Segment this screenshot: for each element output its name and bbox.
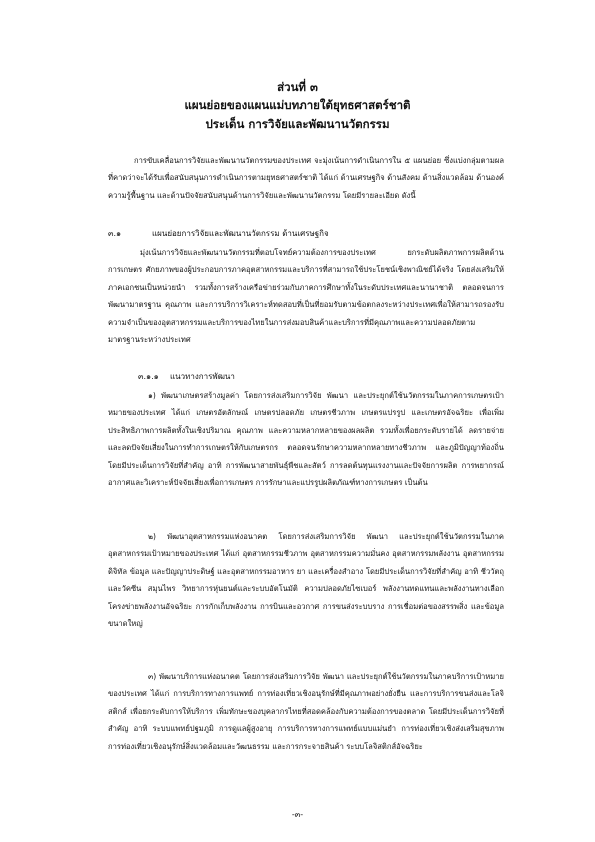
section-heading	[108, 228, 508, 240]
subsection-heading	[138, 371, 538, 383]
intro-paragraph: การขับเคลื่อนการวิจัยและพัฒนานวัตกรรมของประเทศ จะมุ่งเน้นการดำเนินการใน ๕ แผนย่อย ซึ่งแบ่งกลุ่มตามผลที่คาดว่าจะได้รับเพื่อสนับสนุนการดำเนินการตามยุทธศาสตร์ชาติ ได้แก่ ด้านเศรษฐกิจ ด้านสังคม ด้านสิ่งแวดล้อม ด้านองค์ความรู้พื้นฐาน และด้านปัจจัยสนับสนุนด้านการวิจัยและพัฒนานวัตกรรม โดยมีรายละเอียด ดังนี้	[108, 156, 504, 200]
section-number: ๓.๑	[108, 229, 122, 238]
issue-title: ประเด็น การวิจัยและพัฒนานวัตกรรม	[205, 117, 390, 131]
subsection-title: แนวทางการพัฒนา	[170, 372, 235, 381]
development-item-3: ๓) พัฒนาบริการแห่งอนาคต โดยการส่งเสริมการวิจัย พัฒนา และประยุกต์ใช้นวัตกรรมในภาคบริการเป้าหมายของประเทศ ได้แก่ การบริการทางการแพทย์ การท่องเที่ยวเชิงอนุรักษ์ที่มีคุณภาพอย่างยั่งยืน และการบริการขนส่งและโลจิสติกส์ เพื่อยกระดับการให้บริการ เพิ่มทักษะของบุคลากรไทยที่สอดคล้องกับความต้องการของตลาด โดยมีประเด็นการวิจัยที่สำคัญ อาทิ ระบบแพทย์ปฐมภูมิ การดูแลผู้สูงอายุ การบริการทางการแพทย์แบบแม่นยำ การท่องเที่ยวเชิงส่งเสริมสุขภาพ การท่องเที่ยวเชิงอนุรักษ์สิ่งแวดล้อมและวัฒนธรรม และการกระจายสินค้า ระบบโลจิสติกส์อัจฉริยะ	[108, 672, 504, 751]
part-title: ส่วนที่ ๓	[277, 80, 318, 94]
development-item-2: ๒) พัฒนาอุตสาหกรรมแห่งอนาคต โดยการส่งเสริมการวิจัย พัฒนา และประยุกต์ใช้นวัตกรรมในภาคอุตสาหกรรมเป้าหมายของประเทศ ได้แก่ อุตสาหกรรมชีวภาพ อุตสาหกรรมความมั่นคง อุตสาหกรรมพลังงาน อุตสาหกรรมดิจิทัล ข้อมูล และปัญญาประดิษฐ์ และอุตสาหกรรมอาหาร ยา และเครื่องสำอาง โดยมีประเด็นการวิจัยที่สำคัญ อาทิ ชีววัตถุและวัคซีน สมุนไพร วิทยาการหุ่นยนต์และระบบอัตโนมัติ ความปลอดภัยไซเบอร์ พลังงานทดแทนและพลังงานทางเลือก โครงข่ายพลังงานอัจฉริยะ การกักเก็บพลังงาน การบินและอวกาศ การขนส่งระบบราง การเชื่อมต่อของสรรพสิ่ง และข้อมูลขนาดใหญ่	[108, 532, 504, 629]
page-number: -๓-	[291, 810, 304, 819]
section-title: แผนย่อยการวิจัยและพัฒนานวัตกรรม ด้านเศรษฐกิจ	[152, 229, 329, 238]
section-body: มุ่งเน้นการวิจัยและพัฒนานวัตกรรมที่ตอบโจทย์ความต้องการของประเทศ ยกระดับผลิตภาพการผลิตด้านการเกษตร ศักยภาพของผู้ประกอบการภาคอุตสาหกรรมและบริการที่สามารถใช้ประโยชน์เชิงพาณิชย์ได้จริง โดยส่งเสริมให้ภาคเอกชนเป็นหน่วยนำ รวมทั้งการสร้างเครือข่ายร่วมกับภาคการศึกษาทั้งในระดับประเทศและนานาชาติ ตลอดจนการพัฒนามาตรฐาน คุณภาพ และการบริการวิเคราะห์ทดสอบที่เป็นที่ยอมรับตามข้อตกลงระหว่างประเทศเพื่อให้สามารถรองรับความจำเป็นของอุตสาหกรรมและบริการของไทยในการส่งมอบสินค้าและบริการที่มีคุณภาพและความปลอดภัยตามมาตรฐานระหว่างประเทศ	[108, 248, 504, 345]
subsection-number: ๓.๑.๑	[138, 372, 159, 381]
plan-title: แผนย่อยของแผนแม่บทภายใต้ยุทธศาสตร์ชาติ	[184, 98, 411, 112]
development-item-1: ๑) พัฒนาเกษตรสร้างมูลค่า โดยการส่งเสริมการวิจัย พัฒนา และประยุกต์ใช้นวัตกรรมในภาคการเกษตรเป้าหมายของประเทศ ได้แก่ เกษตรอัตลักษณ์ เกษตรปลอดภัย เกษตรชีวภาพ เกษตรแปรรูป และเกษตรอัจฉริยะ เพื่อเพิ่มประสิทธิภาพการผลิตทั้งในเชิงปริมาณ คุณภาพ และความหลากหลายของผลผลิต รวมทั้งเพื่อยกระดับรายได้ ลดรายจ่ายและลดปัจจัยเสี่ยงในการทำการเกษตรให้กับเกษตรกร ตลอดจนรักษาความหลากหลายทางชีวภาพ และภูมิปัญญาท้องถิ่น โดยมีประเด็นการวิจัยที่สำคัญ อาทิ การพัฒนาสายพันธุ์พืชและสัตว์ การลดต้นทุนแรงงานและปัจจัยการผลิต การพยากรณ์อากาศและวิเคราะห์ปัจจัยเสี่ยงเพื่อการเกษตร การรักษาและแปรรูปผลิตภัณฑ์ทางการเกษตร เป็นต้น	[108, 391, 504, 488]
